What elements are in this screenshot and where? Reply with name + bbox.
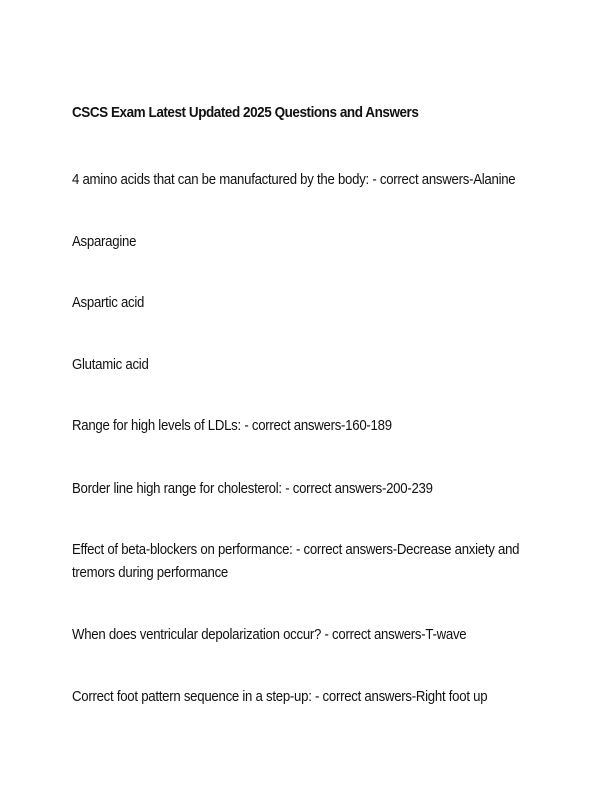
qa-paragraph: When does ventricular depolarization occur? - correct answers-T-wave	[72, 626, 467, 643]
qa-paragraph: 4 amino acids that can be manufactured by the body: - correct answers-Alanine	[72, 171, 516, 188]
qa-paragraph: Effect of beta-blockers on performance: - correct answers-Decrease anxiety and tremors during performance	[72, 541, 520, 581]
qa-paragraph: Border line high range for cholesterol: - correct answers-200-239	[72, 480, 433, 497]
qa-paragraph: Range for high levels of LDLs: - correct answers-160-189	[72, 417, 392, 434]
qa-paragraph: Correct foot pattern sequence in a step-up: - correct answers-Right foot up	[72, 688, 488, 705]
qa-paragraph: Glutamic acid	[72, 356, 149, 373]
qa-paragraph: Asparagine	[72, 233, 137, 250]
document-title: CSCS Exam Latest Updated 2025 Questions and Answers	[72, 104, 419, 121]
qa-paragraph: Aspartic acid	[72, 294, 145, 311]
